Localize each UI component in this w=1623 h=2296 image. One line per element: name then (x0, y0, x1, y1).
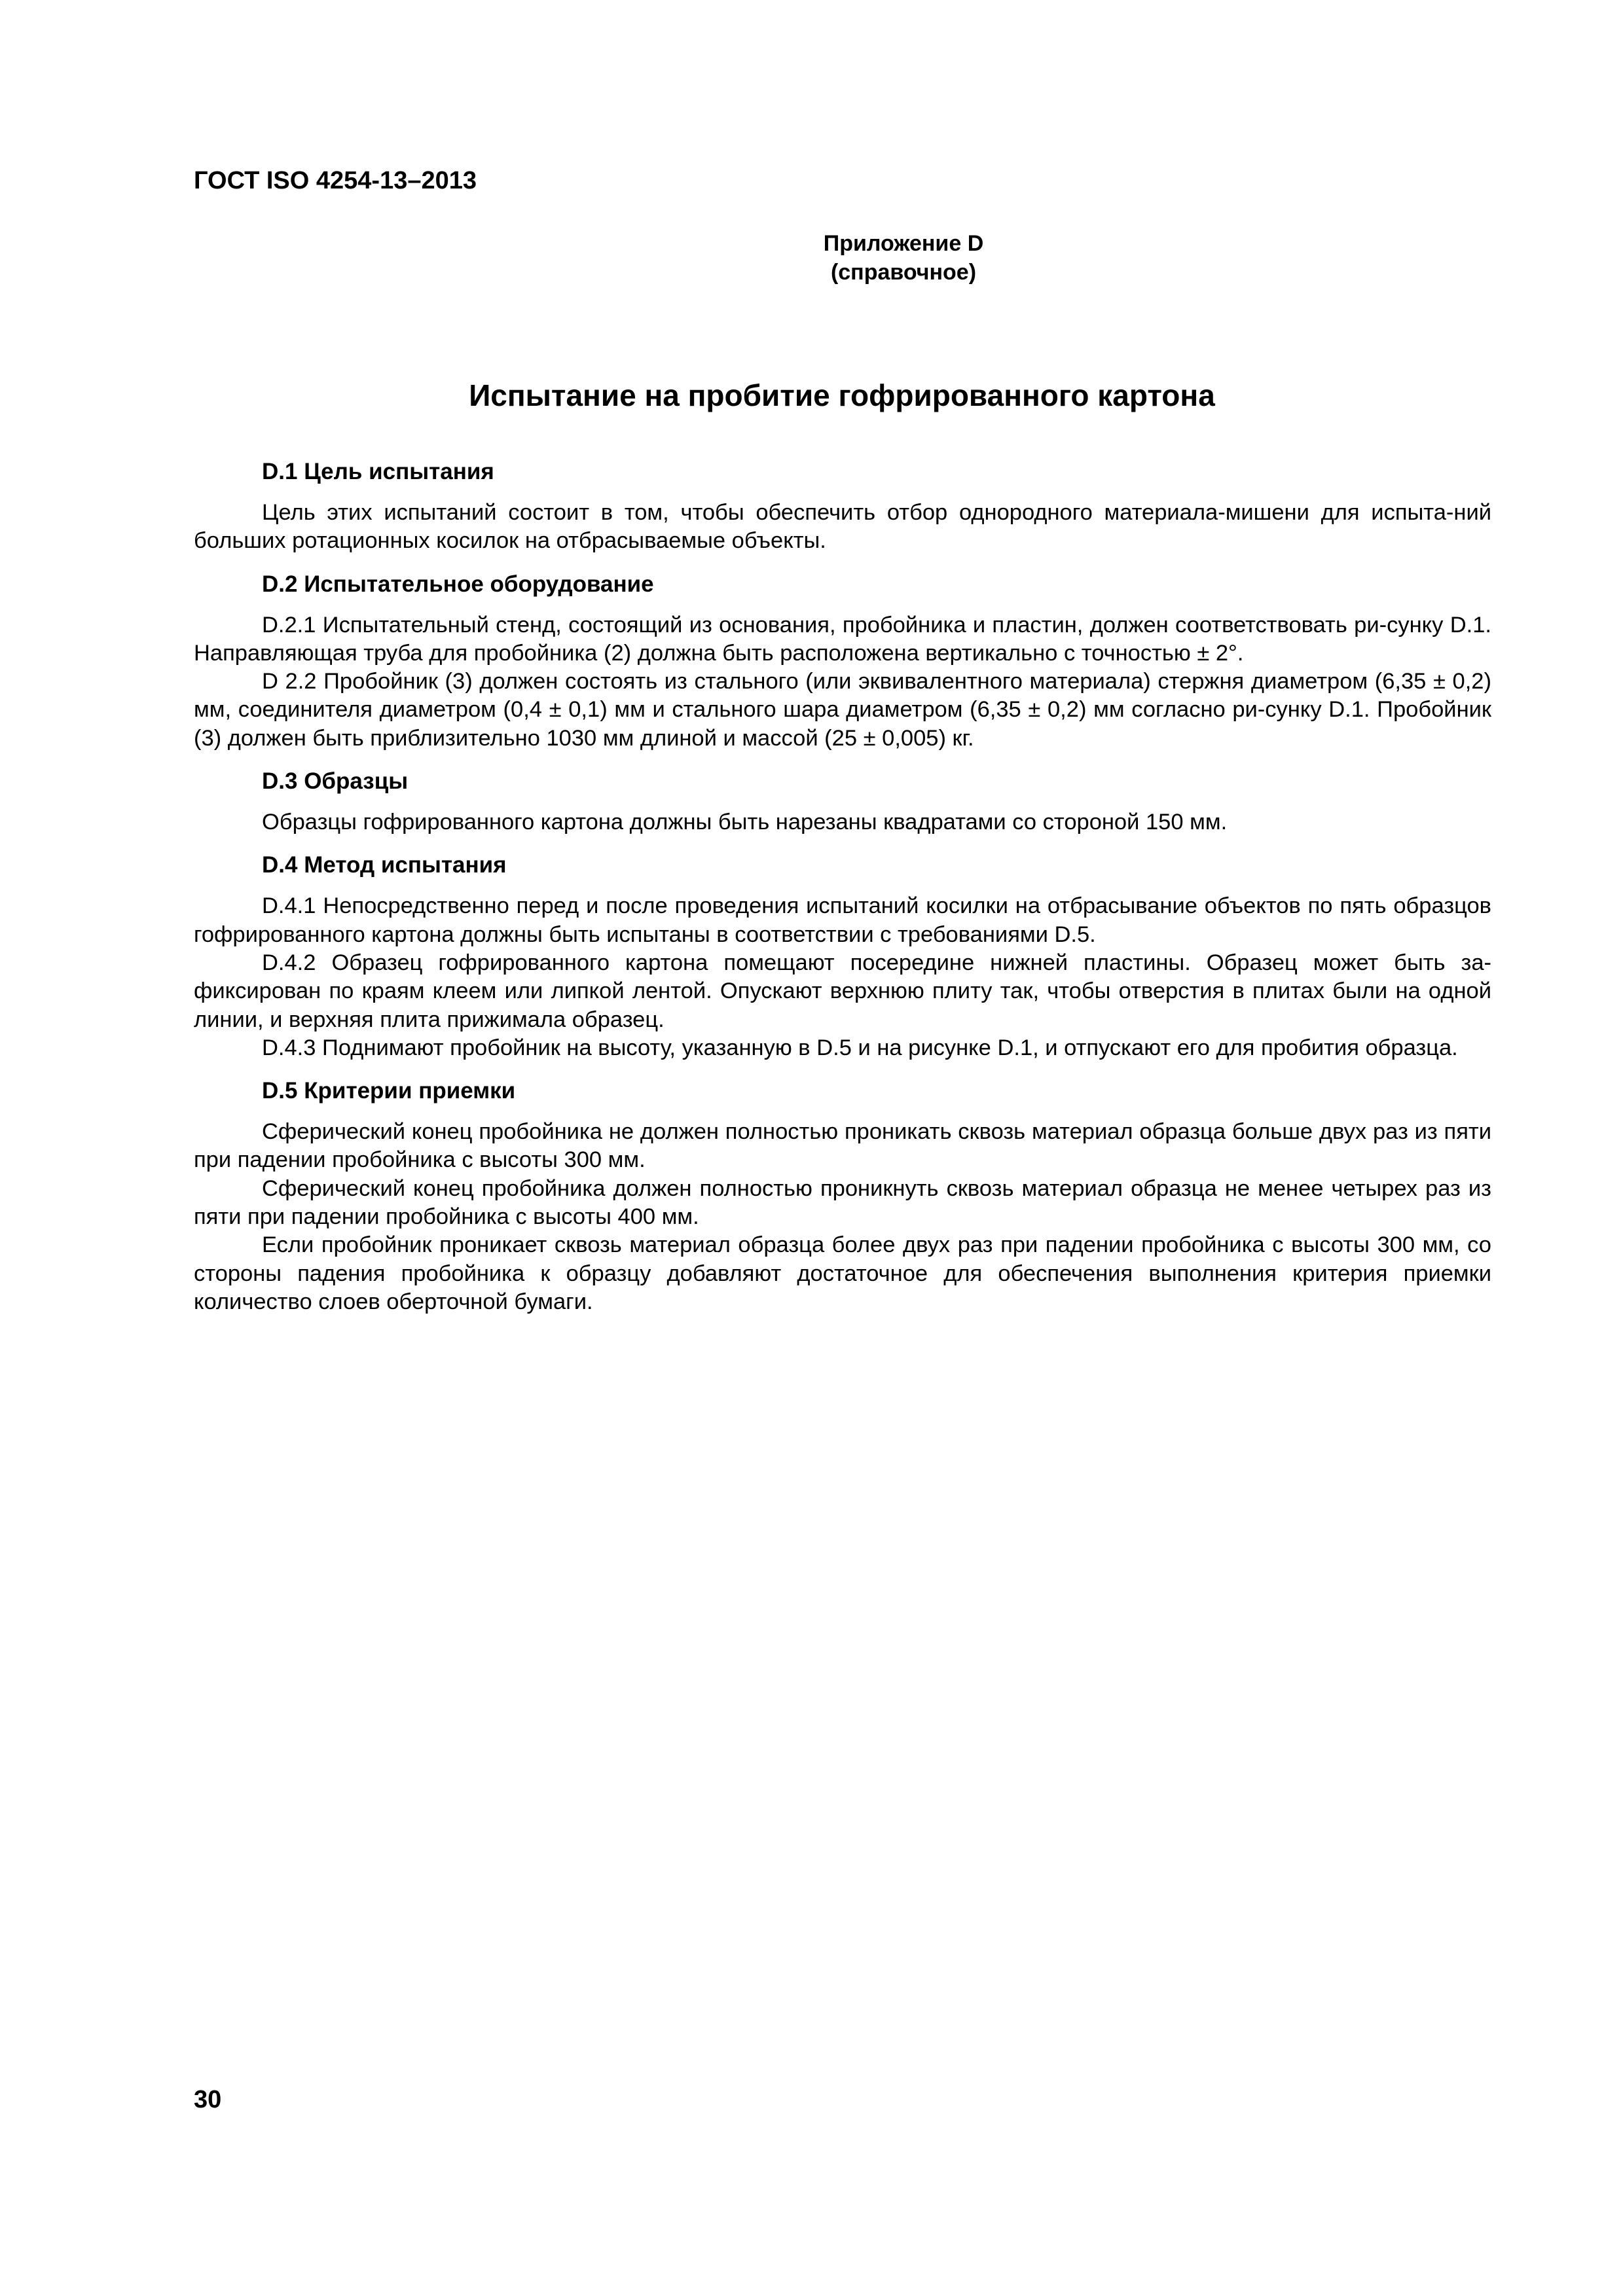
paragraph: D.4.3 Поднимают пробойник на высоту, указанную в D.5 и на рисунке D.1, и отпускают его для пробития образца. (262, 1035, 1458, 1060)
annex-type: (справочное) (830, 260, 977, 285)
paragraph: Образцы гофрированного картона должны быть нарезаны квадратами со стороной 150 мм. (262, 810, 1228, 835)
section-heading: D.4 Метод испытания (262, 852, 507, 878)
paragraph: Сферический конец пробойника не должен полностью проникать сквозь материал образца больше двух раз из пяти при падении пробойника с высоты 300 мм. (194, 1119, 1491, 1173)
standard-code: ГОСТ ISO 4254-13–2013 (194, 167, 477, 194)
section-heading: D.1 Цель испытания (262, 459, 494, 484)
paragraph: Если пробойник проникает сквозь материал образца более двух раз при падении пробойника с высоты 300 мм, со стороны падения пробойника к образцу добавляют достаточное для обеспечения выполнения критерия приемки количество слоев оберточной бумаги. (194, 1232, 1491, 1314)
paragraph: D 2.2 Пробойник (3) должен состоять из стального (или эквивалентного материала) стержня диаметром (6,35 ± 0,2) мм, соединителя диаметром (0,4 ± 0,1) мм и стального шара диаметром (6,35 ± 0,2) мм согласно ри-сунку D.1. Пробойник (3) должен быть приблизительно 1030 мм длиной и массой (25 ± 0,005) кг. (194, 669, 1491, 751)
section-heading: D.5 Критерии приемки (262, 1078, 516, 1104)
section-d4 (194, 849, 1491, 1062)
paragraph: D.4.1 Непосредственно перед и после проведения испытаний косилки на отбрасывание объектов по пять образцов гофрированного картона должны быть испытаны в соответствии с требованиями D.5. (194, 893, 1491, 947)
page-number: 30 (194, 2086, 222, 2113)
section-d5 (194, 1075, 1491, 1316)
paragraph: D.4.2 Образец гофрированного картона помещают посередине нижней пластины. Образец может быть за-фиксирован по краям клеем или липкой лентой. Опускают верхнюю плиту так, чтобы отверстия в плитах были на одной линии, и верхняя плита прижимала образец. (194, 950, 1491, 1032)
section-d1 (194, 456, 1491, 556)
document-body (194, 456, 1491, 1316)
section-heading: D.2 Испытательное оборудование (262, 571, 654, 597)
section-d2 (194, 568, 1491, 753)
section-heading: D.3 Образцы (262, 768, 409, 795)
paragraph: Цель этих испытаний состоит в том, чтобы обеспечить отбор однородного материала-мишени для испыта-ний больших ротационных косилок на отбрасываемые объекты. (194, 500, 1491, 554)
document-title: Испытание на пробитие гофрированного картона (469, 378, 1215, 412)
annex-label: Приложение D (823, 231, 984, 256)
section-d3 (194, 765, 1491, 836)
annex-heading (694, 229, 1113, 287)
paragraph: D.2.1 Испытательный стенд, состоящий из основания, пробойника и пластин, должен соответствовать ри-сунку D.1. Направляющая труба для пробойника (2) должна быть расположена вертикально с точностью ± 2°. (194, 612, 1491, 666)
paragraph: Сферический конец пробойника должен полностью проникнуть сквозь материал образца не менее четырех раз из пяти при падении пробойника с высоты 400 мм. (194, 1175, 1491, 1230)
